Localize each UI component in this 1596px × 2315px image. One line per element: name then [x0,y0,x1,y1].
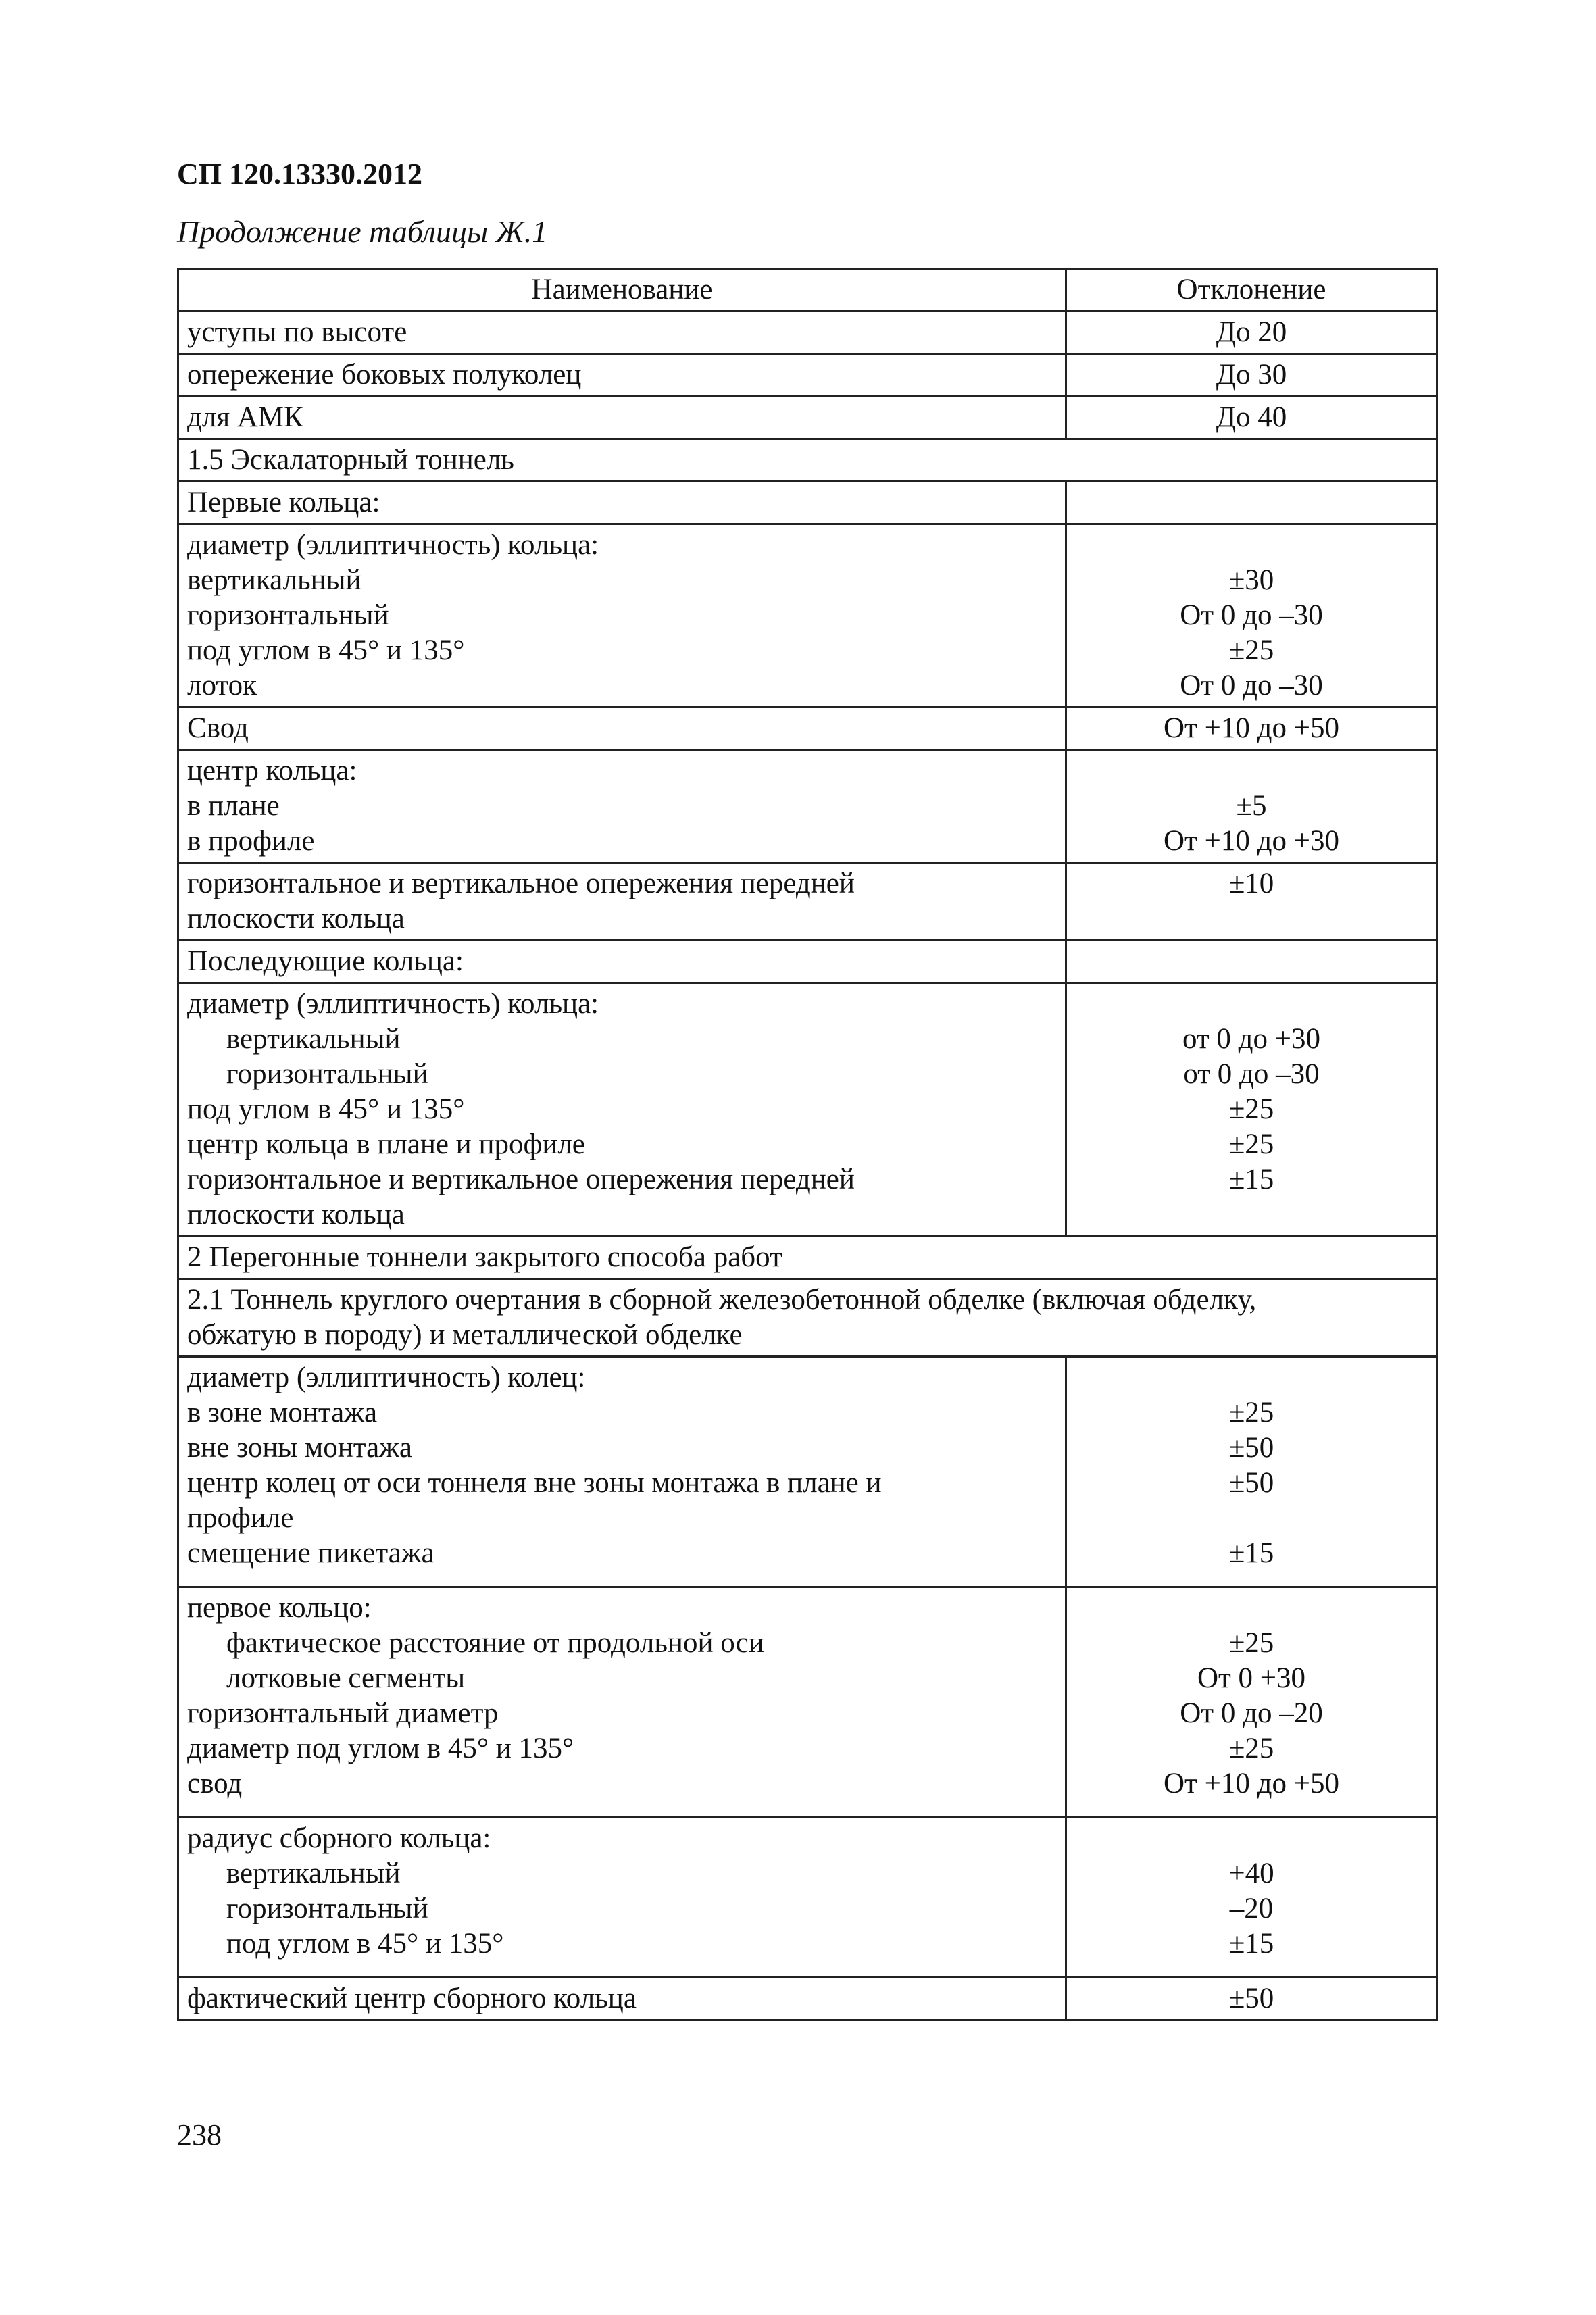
group-deviations [1066,524,1437,707]
item-deviation: ±25 [1228,634,1274,666]
section-line: 2.1 Тоннель круглого очертания в сборной железобетонной обделке (включая обделку, [187,1284,1257,1316]
item-deviation: ±5 [1236,790,1267,822]
row-deviation: До 40 [1066,397,1437,439]
blank-line [1075,1821,1428,1856]
item-deviation: ±50 [1228,1432,1274,1464]
next-rings-label: Последующие кольца: [178,941,1066,983]
item-name: центр колец от оси тоннеля вне зоны монтажа в плане и [187,1467,882,1499]
item-name: лотковые сегменты [226,1662,466,1694]
group-title: диаметр (эллиптичность) кольца: [187,988,599,1020]
item-deviation: От 0 до –30 [1180,670,1323,701]
item-deviation: От 0 до –30 [1180,599,1323,631]
section-title-1-5: 1.5 Эскалаторный тоннель [178,439,1437,482]
row-name: опережение боковых полуколец [178,354,1066,397]
group-title: радиус сборного кольца: [187,1822,491,1854]
column-header-name: Наименование [178,269,1066,312]
group-title: диаметр (эллиптичность) колец: [187,1362,586,1393]
table-row [178,397,1437,439]
item-deviation: –20 [1229,1893,1274,1924]
table-row [178,524,1437,707]
item-name: горизонтальный диаметр [187,1697,499,1729]
item-deviation: от 0 до –30 [1183,1058,1320,1090]
table-row [178,312,1437,354]
blank-line [1075,1501,1428,1536]
item-name: вертикальный [226,1858,401,1889]
item-name: плоскости кольца [187,1199,405,1230]
table-header-row [178,269,1437,312]
item-name: в зоне монтажа [187,1397,378,1428]
item-name: свод [187,1768,243,1799]
item-name: вне зоны монтажа [187,1432,412,1464]
deviation-table [177,268,1438,2021]
item-name: смещение пикетажа [187,1537,434,1569]
item-name: фактическое расстояние от продольной оси [226,1627,764,1659]
item-name: под углом в 45° и 135° [187,1093,465,1125]
empty-cell [1066,482,1437,524]
spacer [187,1571,1057,1583]
group-names [178,983,1066,1237]
table-row [178,1978,1437,2020]
first-rings-label: Первые кольца: [178,482,1066,524]
group-deviations [1066,983,1437,1237]
item-name: вертикальный [226,1023,401,1055]
item-deviation: ±25 [1228,1093,1274,1125]
spacer [187,1801,1057,1814]
item-deviation: От +10 до +50 [1164,1768,1339,1799]
table-row [178,354,1437,397]
row-name: фактический центр сборного кольца [178,1978,1066,2020]
vault-deviation: От +10 до +50 [1066,707,1437,750]
item-deviation: ±15 [1228,1537,1274,1569]
table-row [178,983,1437,1237]
blank-line [1075,1591,1428,1626]
table-caption: Продолжение таблицы Ж.1 [177,214,548,249]
group-deviations [1066,1587,1437,1818]
group-names [178,524,1066,707]
item-deviation: ±25 [1228,1397,1274,1428]
item-deviation: ±25 [1228,1627,1274,1659]
subsection-row [178,482,1437,524]
document-code: СП 120.13330.2012 [177,157,422,191]
item-name: горизонтальное и вертикальное опережения передней [187,868,855,899]
group-deviations [1066,1818,1437,1978]
item-name: под углом в 45° и 135° [187,634,465,666]
section-row [178,1279,1437,1357]
item-name: горизонтальный [187,599,389,631]
subsection-row [178,941,1437,983]
item-deviation: ±25 [1228,1128,1274,1160]
table-row [178,750,1437,863]
item-deviation: От 0 +30 [1197,1662,1306,1694]
column-header-deviation: Отклонение [1066,269,1437,312]
group-title: диаметр (эллиптичность) кольца: [187,529,599,561]
spacer [187,1962,1057,1974]
item-name: плоскости кольца [187,903,405,935]
item-name: вертикальный [187,564,361,596]
item-name: диаметр под углом в 45° и 135° [187,1733,574,1764]
table-row [178,863,1437,941]
section-line: обжатую в породу) и металлической обделке [187,1319,743,1351]
section-row [178,1237,1437,1279]
item-deviation: ±15 [1228,1928,1274,1960]
item-deviation: +40 [1228,1858,1274,1889]
group-deviations [1066,750,1437,863]
item-name: профиле [187,1502,294,1534]
row-name: уступы по высоте [178,312,1066,354]
item-name: лоток [187,670,257,701]
blank-line [1075,987,1428,1022]
group-names [178,1818,1066,1978]
row-deviation: До 20 [1066,312,1437,354]
item-deviation: ±10 [1066,863,1437,941]
group-deviations [1066,1357,1437,1587]
row-deviation: ±50 [1066,1978,1437,2020]
section-title-2-1 [178,1279,1437,1357]
item-name: горизонтальный [226,1893,428,1924]
group-title: первое кольцо: [187,1592,372,1624]
group-names [178,863,1066,941]
item-name: горизонтальное и вертикальное опережения передней [187,1164,855,1195]
blank-line [1075,1360,1428,1395]
item-deviation: ±30 [1228,564,1274,596]
item-deviation: От +10 до +30 [1164,825,1339,857]
item-name: в плане [187,790,280,822]
page-number: 238 [177,2118,222,2151]
item-deviation: ±50 [1228,1467,1274,1499]
blank-line [1075,1197,1428,1233]
item-deviation: ±15 [1228,1164,1274,1195]
section-title-2: 2 Перегонные тоннели закрытого способа работ [178,1237,1437,1279]
group-names [178,1587,1066,1818]
item-deviation: от 0 до +30 [1182,1023,1321,1055]
item-deviation: ±25 [1228,1733,1274,1764]
table-row [178,1357,1437,1587]
row-name: для АМК [178,397,1066,439]
table-row [178,707,1437,750]
group-title: центр кольца: [187,755,357,787]
group-names [178,750,1066,863]
item-name: центр кольца в плане и профиле [187,1128,585,1160]
row-deviation: До 30 [1066,354,1437,397]
empty-cell [1066,941,1437,983]
vault-label: Свод [178,707,1066,750]
item-deviation: От 0 до –20 [1180,1697,1323,1729]
group-names [178,1357,1066,1587]
blank-line [1075,753,1428,789]
blank-line [1075,528,1428,563]
item-name: под углом в 45° и 135° [226,1928,504,1960]
item-name: горизонтальный [226,1058,428,1090]
section-row [178,439,1437,482]
table-row [178,1818,1437,1978]
table-row [178,1587,1437,1818]
item-name: в профиле [187,825,315,857]
